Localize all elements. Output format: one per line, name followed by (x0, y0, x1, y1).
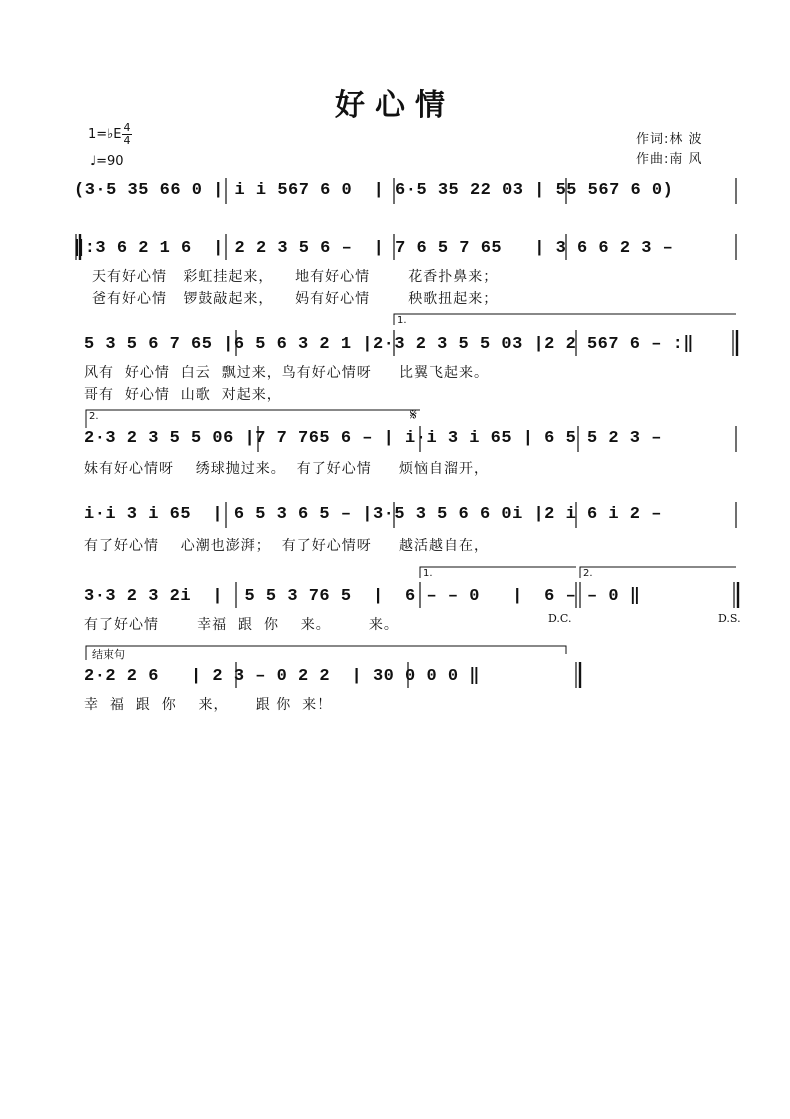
score-row-7-notes: 2·2 2 6 | 2 3 – 0 2 2 | 30 0 0 0 ‖ (84, 667, 480, 686)
time-sig-top: 4 (123, 121, 131, 134)
volta-2b: 2. (583, 568, 593, 579)
volta-2: 2. (89, 411, 99, 422)
ending-label: 结束句 (92, 648, 125, 661)
lyricist-credit: 作词:林 波 (636, 132, 703, 147)
segno-mark: 𝄋 (410, 405, 417, 424)
volta-1: 1. (397, 315, 407, 326)
score-row-7-lyrics-1: 幸 福 跟 你 来， 跟 你 来！ (84, 697, 333, 713)
score-row-2-lyrics-1: 天有好心情 彩虹挂起来， 地有好心情 花香扑鼻来； (92, 269, 499, 285)
song-title: 好心情 (335, 88, 455, 123)
score-row-1-notes: (3·5 35 66 0 | i i 567 6 0 | 6·5 35 22 03 | 55 567 6 0) (74, 181, 674, 200)
score-row-4-notes: 2·3 2 3 5 5 06 |7 7 765 6 – | i·i 3 i 65 | 6 5 5 2 3 – (84, 429, 662, 448)
tempo-marking: ♩=90 (90, 154, 124, 169)
score-row-3-notes: 5 3 5 6 7 65 |6 5 6 3 2 1 |2·3 2 3 5 5 03 |2 2 567 6 – :‖ (84, 335, 695, 354)
score-row-2-notes: ‖:3 6 2 1 6 | 2 2 3 5 6 – | 7 6 5 7 65 | 3 6 6 2 3 – (74, 239, 674, 258)
score-row-5-notes: i·i 3 i 65 | 6 5 3 6 5 – |3·5 3 5 6 6 0i |2 i 6 i 2 – (84, 505, 662, 524)
ds-mark: D.S. (718, 612, 741, 625)
composer-credit: 作曲:南 风 (636, 152, 703, 167)
score-row-2-lyrics-2: 爸有好心情 锣鼓敲起来， 妈有好心情 秧歌扭起来； (92, 291, 499, 307)
score-row-3-lyrics-1: 风有 好心情 白云 飘过来，鸟有好心情呀 比翼飞起来。 (84, 365, 489, 381)
volta-1b: 1. (423, 568, 433, 579)
score-row-5-lyrics-1: 有了好心情 心潮也澎湃； 有了好心情呀 越活越自在， (84, 538, 489, 554)
score-row-3-lyrics-2: 哥有 好心情 山歌 对起来， (84, 387, 282, 403)
score-row-6-notes: 3·3 2 3 2i | 5 5 3 76 5 | 6 – – 0 | 6 – – 0 ‖ (84, 587, 641, 606)
key-signature: 1=♭E (88, 127, 122, 142)
dc-mark: D.C. (548, 612, 572, 625)
time-sig-bottom: 4 (123, 134, 131, 147)
score-row-4-lyrics-1: 妹有好心情呀 绣球抛过来。 有了好心情 烦恼自溜开， (84, 461, 489, 477)
score-row-6-lyrics-1: 有了好心情 幸福 跟 你 来。 来。 (84, 617, 399, 633)
